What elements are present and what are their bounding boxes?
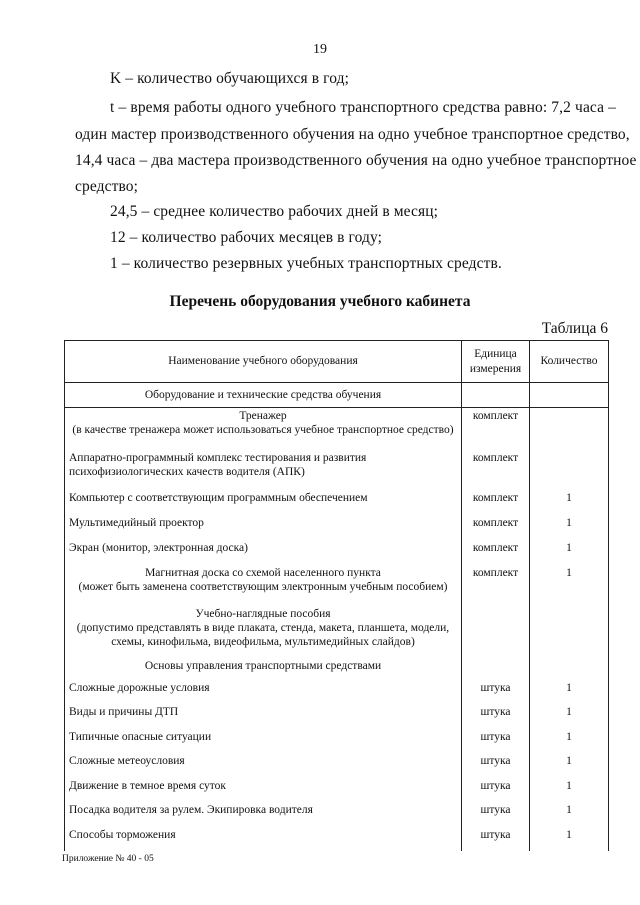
header-unit: Единица измерения bbox=[462, 341, 530, 383]
table-row bbox=[65, 753, 609, 778]
equipment-qty: 1 bbox=[530, 704, 609, 729]
equipment-name: Движение в темное время суток bbox=[65, 778, 462, 803]
equipment-name: Способы торможения bbox=[65, 827, 462, 852]
subheading-vehicle-control: Основы управления транспортными средствами bbox=[65, 658, 462, 680]
table-row bbox=[65, 450, 609, 490]
paragraph-t: t – время работы одного учебного транспортного средства равно: 7,2 часа – bbox=[110, 99, 616, 116]
equipment-name: Экран (монитор, электронная доска) bbox=[65, 540, 462, 565]
equipment-unit: комплект bbox=[462, 490, 530, 515]
equipment-name: Магнитная доска со схемой населенного пункта (может быть заменена соответствующим электронным учебным пособием) bbox=[65, 565, 462, 606]
table-caption: Таблица 6 bbox=[541, 320, 608, 337]
equipment-name: Виды и причины ДТП bbox=[65, 704, 462, 729]
equipment-qty: 1 bbox=[530, 540, 609, 565]
equipment-qty: 1 bbox=[530, 802, 609, 827]
equipment-qty: 1 bbox=[530, 753, 609, 778]
equipment-qty bbox=[530, 408, 609, 450]
page-number: 19 bbox=[313, 42, 327, 57]
equipment-unit: комплект bbox=[462, 450, 530, 490]
paragraph-days: 24,5 – среднее количество рабочих дней в месяц; bbox=[110, 203, 439, 220]
equipment-unit: штука bbox=[462, 729, 530, 754]
table-row bbox=[65, 802, 609, 827]
table-row bbox=[65, 680, 609, 705]
table-body bbox=[65, 383, 609, 852]
equipment-name: Типичные опасные ситуации bbox=[65, 729, 462, 754]
equipment-qty bbox=[530, 450, 609, 490]
table-subheading bbox=[65, 606, 609, 658]
subheading-teaching-aids: Учебно-наглядные пособия (допустимо представлять в виде плаката, стенда, макета, планшета, модели, схемы, кинофильма, видеофильма, мультимедийных слайдов) bbox=[65, 606, 462, 658]
equipment-name: Мультимедийный проектор bbox=[65, 515, 462, 540]
table-row bbox=[65, 490, 609, 515]
paragraph-t-cont-1: один мастер производственного обучения на одно учебное транспортное средство, bbox=[75, 126, 630, 143]
equipment-unit: комплект bbox=[462, 540, 530, 565]
paragraph-t-cont-3: средство; bbox=[75, 178, 139, 195]
equipment-qty: 1 bbox=[530, 515, 609, 540]
equipment-name: Сложные метеоусловия bbox=[65, 753, 462, 778]
equipment-table bbox=[64, 340, 609, 851]
equipment-name: Аппаратно-программный комплекс тестирования и развития психофизиологических качеств водителя (АПК) bbox=[65, 450, 462, 490]
equipment-unit: комплект bbox=[462, 565, 530, 606]
table-subheading bbox=[65, 658, 609, 680]
equipment-name: Тренажер (в качестве тренажера может использоваться учебное транспортное средство) bbox=[65, 408, 462, 450]
table-row bbox=[65, 540, 609, 565]
equipment-unit: комплект bbox=[462, 408, 530, 450]
paragraph-t-cont-2: 14,4 часа – два мастера производственного обучения на одно учебное транспортное bbox=[75, 152, 637, 169]
table-row bbox=[65, 729, 609, 754]
table-subheading bbox=[65, 383, 609, 408]
table-row bbox=[65, 515, 609, 540]
equipment-unit: штука bbox=[462, 827, 530, 852]
table-row bbox=[65, 827, 609, 852]
subheading-equipment: Оборудование и технические средства обучения bbox=[65, 383, 462, 408]
paragraph-months: 12 – количество рабочих месяцев в году; bbox=[110, 229, 383, 246]
equipment-unit: штука bbox=[462, 778, 530, 803]
equipment-name: Компьютер с соответствующим программным обеспечением bbox=[65, 490, 462, 515]
header-name: Наименование учебного оборудования bbox=[65, 341, 462, 383]
equipment-qty: 1 bbox=[530, 778, 609, 803]
paragraph-reserve: 1 – количество резервных учебных транспортных средств. bbox=[110, 255, 502, 272]
equipment-unit: комплект bbox=[462, 515, 530, 540]
section-title: Перечень оборудования учебного кабинета bbox=[169, 293, 471, 310]
equipment-unit: штука bbox=[462, 753, 530, 778]
table-row bbox=[65, 408, 609, 450]
equipment-unit: штука bbox=[462, 704, 530, 729]
equipment-unit: штука bbox=[462, 680, 530, 705]
equipment-qty: 1 bbox=[530, 827, 609, 852]
equipment-unit: штука bbox=[462, 802, 530, 827]
equipment-qty: 1 bbox=[530, 565, 609, 606]
equipment-qty: 1 bbox=[530, 490, 609, 515]
equipment-qty: 1 bbox=[530, 729, 609, 754]
header-qty: Количество bbox=[530, 341, 609, 383]
equipment-name: Посадка водителя за рулем. Экипировка водителя bbox=[65, 802, 462, 827]
page-footer: Приложение № 40 - 05 bbox=[62, 854, 154, 864]
equipment-qty: 1 bbox=[530, 680, 609, 705]
table-row bbox=[65, 704, 609, 729]
table-header-row bbox=[65, 341, 609, 383]
table-row bbox=[65, 565, 609, 606]
equipment-name: Сложные дорожные условия bbox=[65, 680, 462, 705]
paragraph-k: K – количество обучающихся в год; bbox=[110, 70, 349, 87]
table-row bbox=[65, 778, 609, 803]
